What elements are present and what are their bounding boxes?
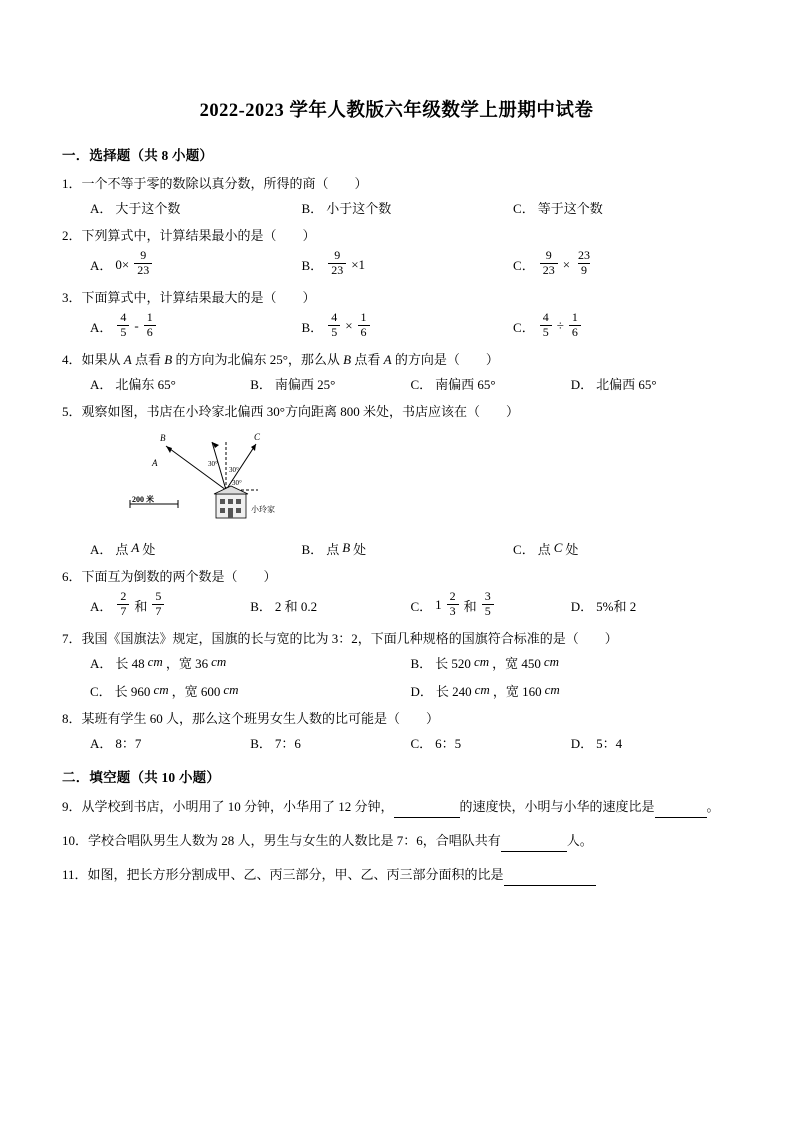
option-a[interactable]: A． 大于这个数 — [90, 201, 181, 217]
question-4-stem: 4．如果从 A 点看 B 的方向为北偏东 25°，那么从 B 点看 A 的方向是（ ） — [62, 351, 499, 367]
question-6-text: 下面互为倒数的两个数是（ ） — [81, 568, 277, 584]
question-5-options — [62, 539, 731, 558]
question-6-options — [62, 591, 731, 620]
option-a[interactable]: A． 8：7 — [90, 735, 142, 751]
option-b[interactable]: B． 点 B 处 — [301, 540, 367, 557]
option-a[interactable]: A． 点 A 处 — [90, 540, 156, 557]
question-1-number: 1． — [62, 176, 82, 191]
question-2-number: 2． — [62, 228, 82, 244]
section-heading-choice: 一．选择题（共 8 小题） — [62, 148, 214, 163]
option-c[interactable]: C． 点 C 处 — [513, 540, 579, 557]
question-10-number: 10． — [62, 833, 89, 848]
question-6-number: 6． — [62, 568, 82, 584]
question-5-number: 5． — [62, 403, 82, 419]
fraction: $\frac{1}{6}$ — [569, 311, 581, 340]
fraction: $\frac{9}{23}$ — [540, 249, 558, 278]
question-4-number: 4． — [62, 351, 82, 367]
fraction: $\frac{2}{7}$ — [117, 590, 129, 619]
scale-label: 200 米 — [132, 494, 154, 504]
option-d[interactable]: D． 5：4 — [570, 735, 623, 751]
question-8-number: 8． — [62, 710, 82, 726]
option-a[interactable]: A． 北偏东 65° — [90, 376, 176, 392]
option-d[interactable]: D． 北偏西 65° — [570, 376, 657, 392]
option-c[interactable]: C． $\frac{9}{23}$ × $\frac{23}{9}$ — [513, 250, 725, 279]
question-7-text: 我国《国旗法》规定，国旗的长与宽的比为 3：2，下面几种规格的国旗符合标准的是（ ） — [81, 630, 618, 646]
section-heading-fill: 二．填空题（共 10 小题） — [62, 769, 221, 785]
direction-diagram — [108, 428, 318, 528]
answer-blank[interactable] — [504, 872, 596, 886]
option-b[interactable]: B． 7：6 — [250, 735, 301, 751]
fraction: $\frac{5}{7}$ — [152, 590, 164, 619]
question-1-text: 一个不等于零的数除以真分数，所得的商（ ） — [81, 176, 368, 191]
fraction: $\frac{1}{6}$ — [358, 311, 370, 340]
question-7-stem — [62, 629, 731, 649]
house-label: 小玲家 — [251, 504, 275, 514]
option-c[interactable]: C． 1 $\frac{2}{3}$ 和 $\frac{3}{5}$ — [411, 591, 571, 620]
question-5-text: 观察如图，书店在小玲家北偏西 30°方向距离 800 米处，书店应该在（ ） — [81, 403, 519, 419]
question-8-text: 某班有学生 60 人，那么这个班男女生人数的比可能是（ ） — [81, 710, 440, 726]
angle-label-3: 30° — [232, 478, 242, 487]
fraction: $\frac{4}{5}$ — [540, 311, 552, 340]
answer-blank[interactable] — [655, 804, 707, 818]
option-a[interactable]: A． 长 48 cm ，宽 36 cm — [90, 654, 227, 671]
point-label-c: C — [254, 431, 261, 442]
question-11-number: 11． — [62, 867, 88, 883]
point-label-b: B — [160, 432, 166, 443]
question-10: 10．学校合唱队男生人数为 28 人，男生与女生的人数比是 7：6，合唱队共有 人。 — [62, 830, 731, 852]
question-3-stem — [62, 288, 731, 308]
fraction: $\frac{23}{9}$ — [578, 248, 591, 278]
question-4-options — [62, 374, 731, 393]
point-label-a: A — [152, 457, 158, 468]
option-d[interactable]: D． 5%和 2 — [570, 598, 637, 614]
question-3-options — [62, 312, 731, 341]
fraction: $\frac{3}{5}$ — [482, 590, 494, 619]
question-2-stem — [62, 226, 731, 246]
question-9-number: 9． — [62, 798, 82, 814]
question-2-options — [62, 250, 731, 279]
question-3-number: 3． — [62, 289, 82, 305]
angle-label-1: 30° — [208, 459, 218, 468]
option-c[interactable]: C． 6：5 — [410, 735, 462, 751]
answer-blank[interactable] — [501, 838, 567, 852]
answer-blank[interactable] — [394, 804, 460, 818]
option-c[interactable]: C． 长 960 cm ，宽 600 cm — [90, 682, 239, 699]
question-11: 11．如图，把长方形分割成甲、乙、丙三部分，甲、乙、丙三部分面积的比是 — [62, 864, 731, 886]
question-3-text: 下面算式中，计算结果最大的是（ ） — [81, 289, 316, 305]
option-a[interactable]: A． $\frac{4}{5}$ - $\frac{1}{6}$ — [90, 312, 302, 341]
fraction: $\frac{2}{3}$ — [447, 590, 459, 619]
option-c[interactable]: C． 南偏西 65° — [410, 376, 496, 392]
question-5-stem — [62, 402, 731, 422]
option-b[interactable]: B． 小于这个数 — [301, 201, 392, 217]
option-b[interactable]: B． 2 和 0.2 — [250, 598, 318, 614]
question-7-options-row1 — [62, 653, 731, 672]
option-b[interactable]: B． $\frac{9}{23}$ ×1 — [301, 248, 366, 278]
option-c[interactable]: C． 等于这个数 — [513, 201, 603, 217]
option-d[interactable]: D． 长 240 cm ，宽 160 cm — [410, 682, 560, 699]
fraction: $\frac{1}{6}$ — [144, 311, 156, 340]
fraction: $\frac{4}{5}$ — [117, 311, 129, 340]
question-1-stem — [62, 174, 731, 194]
question-7-options-row2 — [62, 681, 731, 700]
page-title: 2022-2023 学年人教版六年级数学上册期中试卷 — [199, 101, 594, 121]
question-8-options — [62, 733, 731, 752]
fraction: $\frac{9}{23}$ — [134, 249, 152, 278]
option-a[interactable]: A． 0× $\frac{9}{23}$ — [90, 250, 302, 279]
fraction: $\frac{9}{23}$ — [328, 249, 346, 278]
question-7-number: 7． — [62, 630, 82, 646]
option-a[interactable]: A． $\frac{2}{7}$ 和 $\frac{5}{7}$ — [90, 591, 250, 620]
question-9: 9．从学校到书店，小明用了 10 分钟，小华用了 12 分钟， 的速度快，小明与小华的速度比是 。 — [62, 796, 731, 818]
angle-label-2: 30° — [229, 465, 239, 474]
option-b[interactable]: B． 长 520 cm ，宽 450 cm — [410, 654, 560, 671]
fraction: $\frac{4}{5}$ — [328, 311, 340, 340]
question-1-options — [62, 198, 731, 217]
question-2-text: 下列算式中，计算结果最小的是（ ） — [81, 228, 316, 244]
question-6-stem — [62, 567, 731, 587]
option-b[interactable]: B． $\frac{4}{5}$ × $\frac{1}{6}$ — [302, 312, 514, 341]
question-8-stem — [62, 709, 731, 729]
option-c[interactable]: C． $\frac{4}{5}$ ÷ $\frac{1}{6}$ — [513, 312, 725, 341]
question-5-figure — [62, 428, 731, 533]
option-b[interactable]: B． 南偏西 25° — [250, 376, 336, 392]
